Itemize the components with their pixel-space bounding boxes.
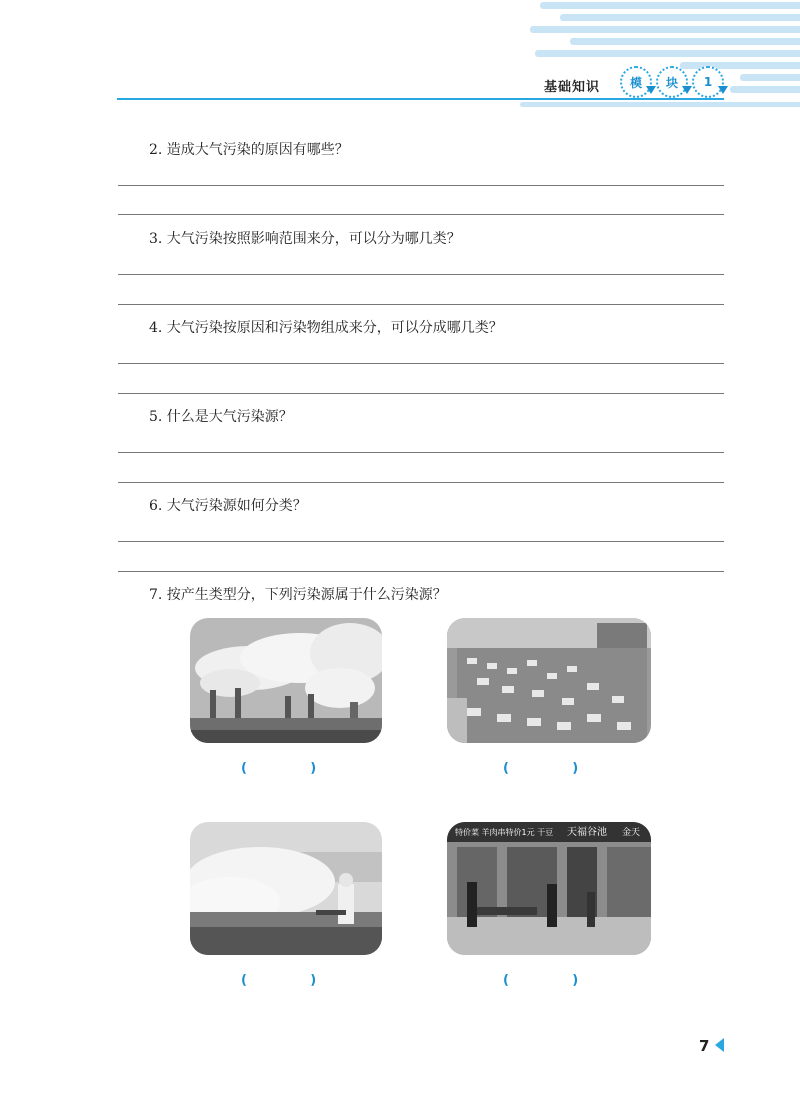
answer-blank[interactable]: ( ) [503, 761, 579, 776]
section-title: 基础知识 [544, 80, 601, 95]
shop-sign-text: 金天 [622, 828, 641, 838]
answer-line[interactable] [118, 185, 724, 186]
pesticide-spraying-photo [190, 822, 382, 955]
question-7: 7. 按产生类型分，下列污染源属于什么污染源？ [149, 587, 447, 603]
shop-sign-text: 特价菜 羊肉串特价1元 干豆 [455, 828, 554, 837]
answer-blank[interactable]: ( ) [241, 761, 317, 776]
street-barbecue-photo [447, 822, 651, 955]
answer-line[interactable] [118, 452, 724, 453]
question-3: 3. 大气污染按照影响范围来分，可以分为哪几类？ [149, 231, 461, 247]
question-6: 6. 大气污染源如何分类？ [149, 498, 307, 514]
module-char-icon: 块 [656, 66, 688, 98]
answer-blank[interactable]: ( ) [503, 973, 579, 988]
question-4: 4. 大气污染按原因和污染物组成来分，可以分成哪几类？ [149, 320, 503, 336]
traffic-jam-photo [447, 618, 651, 743]
page-number: 7 [699, 1037, 710, 1055]
answer-line[interactable] [118, 482, 724, 483]
question-5: 5. 什么是大气污染源？ [149, 409, 293, 425]
question-2: 2. 造成大气污染的原因有哪些？ [149, 142, 349, 158]
answer-line[interactable] [118, 363, 724, 364]
module-char-icon: 模 [620, 66, 652, 98]
answer-blank[interactable]: ( ) [241, 973, 317, 988]
answer-line[interactable] [118, 393, 724, 394]
answer-line[interactable] [118, 541, 724, 542]
answer-line[interactable] [118, 214, 724, 215]
factory-smokestacks-photo [190, 618, 382, 743]
shop-sign-text: 天福谷池 [567, 827, 607, 838]
answer-line[interactable] [118, 571, 724, 572]
module-number-icon: 1 [692, 66, 724, 98]
answer-line[interactable] [118, 274, 724, 275]
page-marker-icon [715, 1038, 724, 1052]
answer-line[interactable] [118, 304, 724, 305]
header-rule [117, 98, 724, 100]
module-badge [620, 66, 724, 98]
